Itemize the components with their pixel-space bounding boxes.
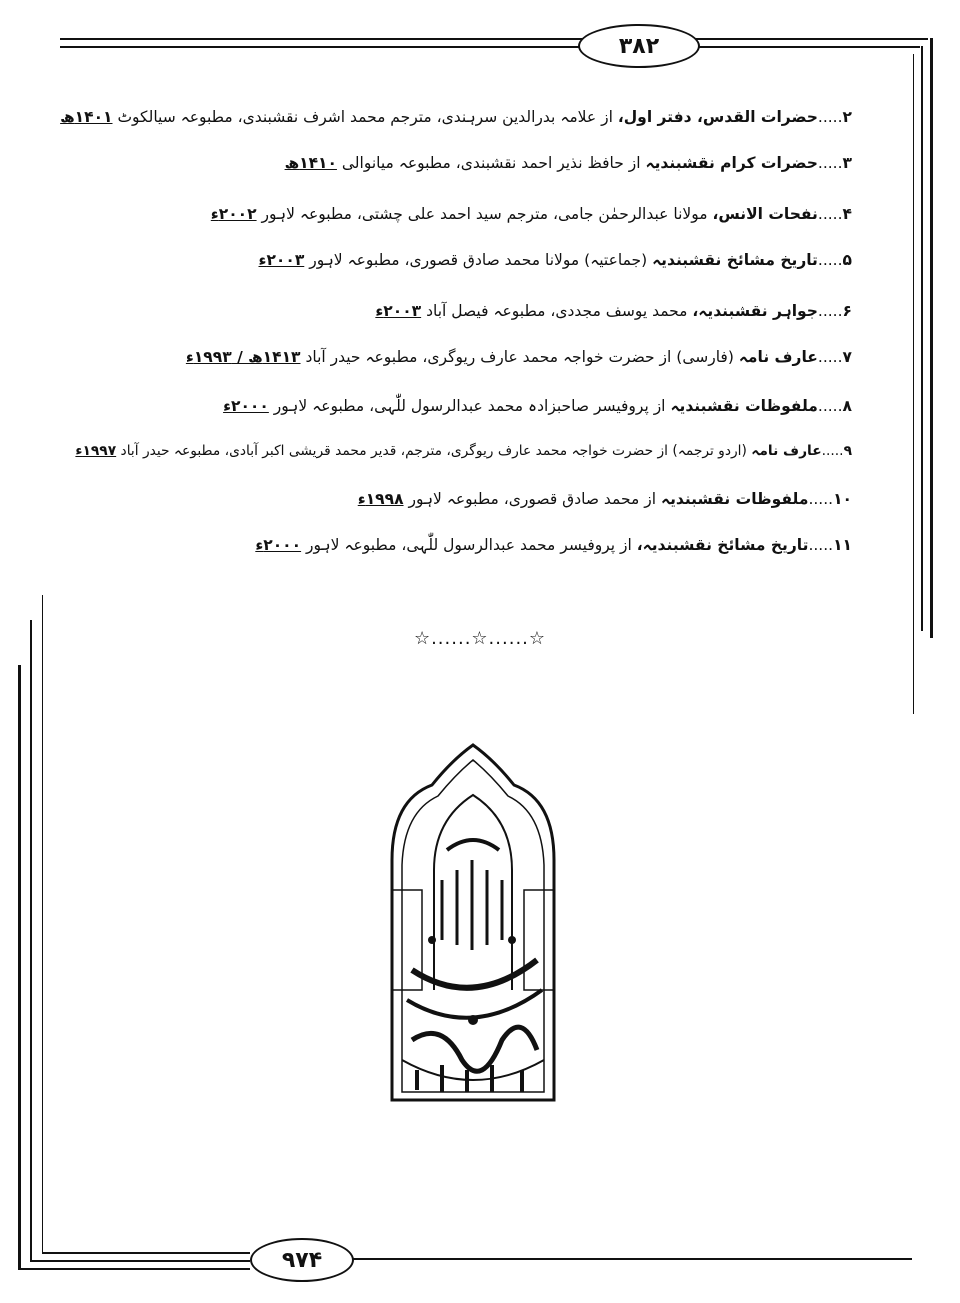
page-number-top-text: ۳۸۲ <box>618 33 660 59</box>
item-details: از علامہ بدرالدین سرہندی، مترجم محمد اشرف نقشبندی، مطبوعہ سیالکوٹ <box>117 108 613 126</box>
list-item: ۸.....ملفوظات نقشبندیہ از پروفیسر صاحبزادہ محمد عبدالرسول للّٰہی، مطبوعہ لاہور ۲۰۰۰ء <box>223 397 852 415</box>
bottom-border-outer <box>18 1268 250 1270</box>
item-year: ۲۰۰۰ء <box>255 536 302 554</box>
top-border-inner <box>60 46 920 48</box>
right-border-mid <box>921 46 923 631</box>
page-number-bottom-text: ۹۷۴ <box>281 1247 323 1273</box>
list-item: ۴.....نفحات الانس، مولانا عبدالرحمٰن جامی، مترجم سید احمد علی چشتی، مطبوعہ لاہور ۲۰۰۲ء <box>210 205 852 223</box>
list-item: ۷.....عارف نامہ (فارسی) از حضرت خواجہ محمد عارف ریوگری، مطبوعہ حیدر آباد ۱۴۱۳ھ / ۱۹۹۳ء <box>185 348 852 366</box>
page-number-top <box>578 24 700 68</box>
item-number: ۴ <box>842 205 852 223</box>
item-year: ۲۰۰۰ء <box>223 397 269 415</box>
item-number: ۲ <box>842 108 852 126</box>
item-number: ۳ <box>842 154 852 172</box>
calligraphy-seal-icon <box>372 740 574 1110</box>
top-border-outer <box>60 38 928 40</box>
list-item: ۹.....عارف نامہ (اردو ترجمہ) از حضرت خواجہ محمد عارف ریوگری، مترجم، قدیر محمد قریشی اکبر آبادی، مطبوعہ حیدر آباد ۱۹۹۷ء <box>75 443 852 459</box>
item-details: از پروفیسر محمد عبدالرسول للّٰہی، مطبوعہ لاہور <box>306 536 632 554</box>
item-details: محمد یوسف مجددی، مطبوعہ فیصل آباد <box>426 302 688 320</box>
item-number: ۸ <box>842 397 852 415</box>
item-number: ۱۱ <box>833 536 852 554</box>
list-item: ۲.....حضرات القدس، دفتر اول، از علامہ بدرالدین سرہندی، مترجم محمد اشرف نقشبندی، مطبوعہ سیالکوٹ ۱۴۰۱ھ <box>60 108 852 126</box>
item-year: ۱۴۰۱ھ <box>60 108 113 126</box>
item-details: (اردو ترجمہ) از حضرت خواجہ محمد عارف ریوگری، مترجم، قدیر محمد قریشی اکبر آبادی، مطبوعہ حیدر آباد <box>120 443 747 459</box>
list-item: ۶.....جواہر نقشبندیہ، محمد یوسف مجددی، مطبوعہ فیصل آباد ۲۰۰۳ء <box>375 302 852 320</box>
item-title: جواہر نقشبندیہ، <box>692 302 818 320</box>
section-separator: ☆......☆......☆ <box>413 628 547 649</box>
calligraphy-seal <box>372 740 574 1110</box>
item-details: (فارسی) از حضرت خواجہ محمد عارف ریوگری، مطبوعہ حیدر آباد <box>305 348 734 366</box>
item-details: از پروفیسر صاحبزادہ محمد عبدالرسول للّٰہی، مطبوعہ لاہور <box>273 397 666 415</box>
left-border-inner <box>42 595 43 1253</box>
left-border-outer <box>18 665 21 1270</box>
right-border-outer <box>930 38 933 638</box>
bottom-border-mid <box>30 1260 250 1262</box>
item-details: (جماعتیہ) مولانا محمد صادق قصوری، مطبوعہ لاہور <box>309 251 648 269</box>
list-item: ۱۰.....ملفوظات نقشبندیہ از محمد صادق قصوری، مطبوعہ لاہور ۱۹۹۸ء <box>357 490 852 508</box>
item-number: ۷ <box>842 348 852 366</box>
item-details: از محمد صادق قصوری، مطبوعہ لاہور <box>408 490 657 508</box>
item-number: ۱۰ <box>833 490 852 508</box>
list-item: ۱۱.....تاریخ مشائخ نقشبندیہ، از پروفیسر محمد عبدالرسول للّٰہی، مطبوعہ لاہور ۲۰۰۰ء <box>255 536 852 554</box>
item-number: ۶ <box>842 302 852 320</box>
item-number: ۹ <box>843 443 852 459</box>
item-number: ۵ <box>842 251 852 269</box>
left-border-mid <box>30 620 32 1260</box>
item-title: تاریخ مشائخ نقشبندیہ <box>652 251 818 269</box>
item-title: تاریخ مشائخ نقشبندیہ، <box>636 536 809 554</box>
item-year: ۱۴۱۳ھ / ۱۹۹۳ء <box>185 348 301 366</box>
item-title: ملفوظات نقشبندیہ <box>660 490 809 508</box>
item-title: ملفوظات نقشبندیہ <box>670 397 818 415</box>
item-title: حضرات کرام نقشبندیہ <box>645 154 818 172</box>
item-title: نفحات الانس، <box>712 205 818 223</box>
list-item: ۵.....تاریخ مشائخ نقشبندیہ (جماعتیہ) مولانا محمد صادق قصوری، مطبوعہ لاہور ۲۰۰۳ء <box>258 251 852 269</box>
item-year: ۲۰۰۲ء <box>210 205 257 223</box>
bottom-border-inner <box>42 1252 250 1254</box>
page-number-bottom <box>250 1238 354 1282</box>
item-year: ۲۰۰۳ء <box>258 251 305 269</box>
item-title: عارف نامہ <box>751 443 822 459</box>
bottom-border-right <box>352 1258 912 1260</box>
item-title: حضرات القدس، دفتر اول، <box>617 108 818 126</box>
item-year: ۱۹۹۸ء <box>357 490 404 508</box>
item-details: از حافظ نذیر احمد نقشبندی، مطبوعہ میانوالی <box>341 154 641 172</box>
item-year: ۱۹۹۷ء <box>75 443 117 459</box>
list-item: ۳.....حضرات کرام نقشبندیہ از حافظ نذیر احمد نقشبندی، مطبوعہ میانوالی ۱۴۱۰ھ <box>284 154 852 172</box>
item-details: مولانا عبدالرحمٰن جامی، مترجم سید احمد علی چشتی، مطبوعہ لاہور <box>261 205 708 223</box>
right-border-inner <box>913 54 914 714</box>
item-year: ۲۰۰۳ء <box>375 302 422 320</box>
item-title: عارف نامہ <box>738 348 818 366</box>
item-year: ۱۴۱۰ھ <box>284 154 337 172</box>
